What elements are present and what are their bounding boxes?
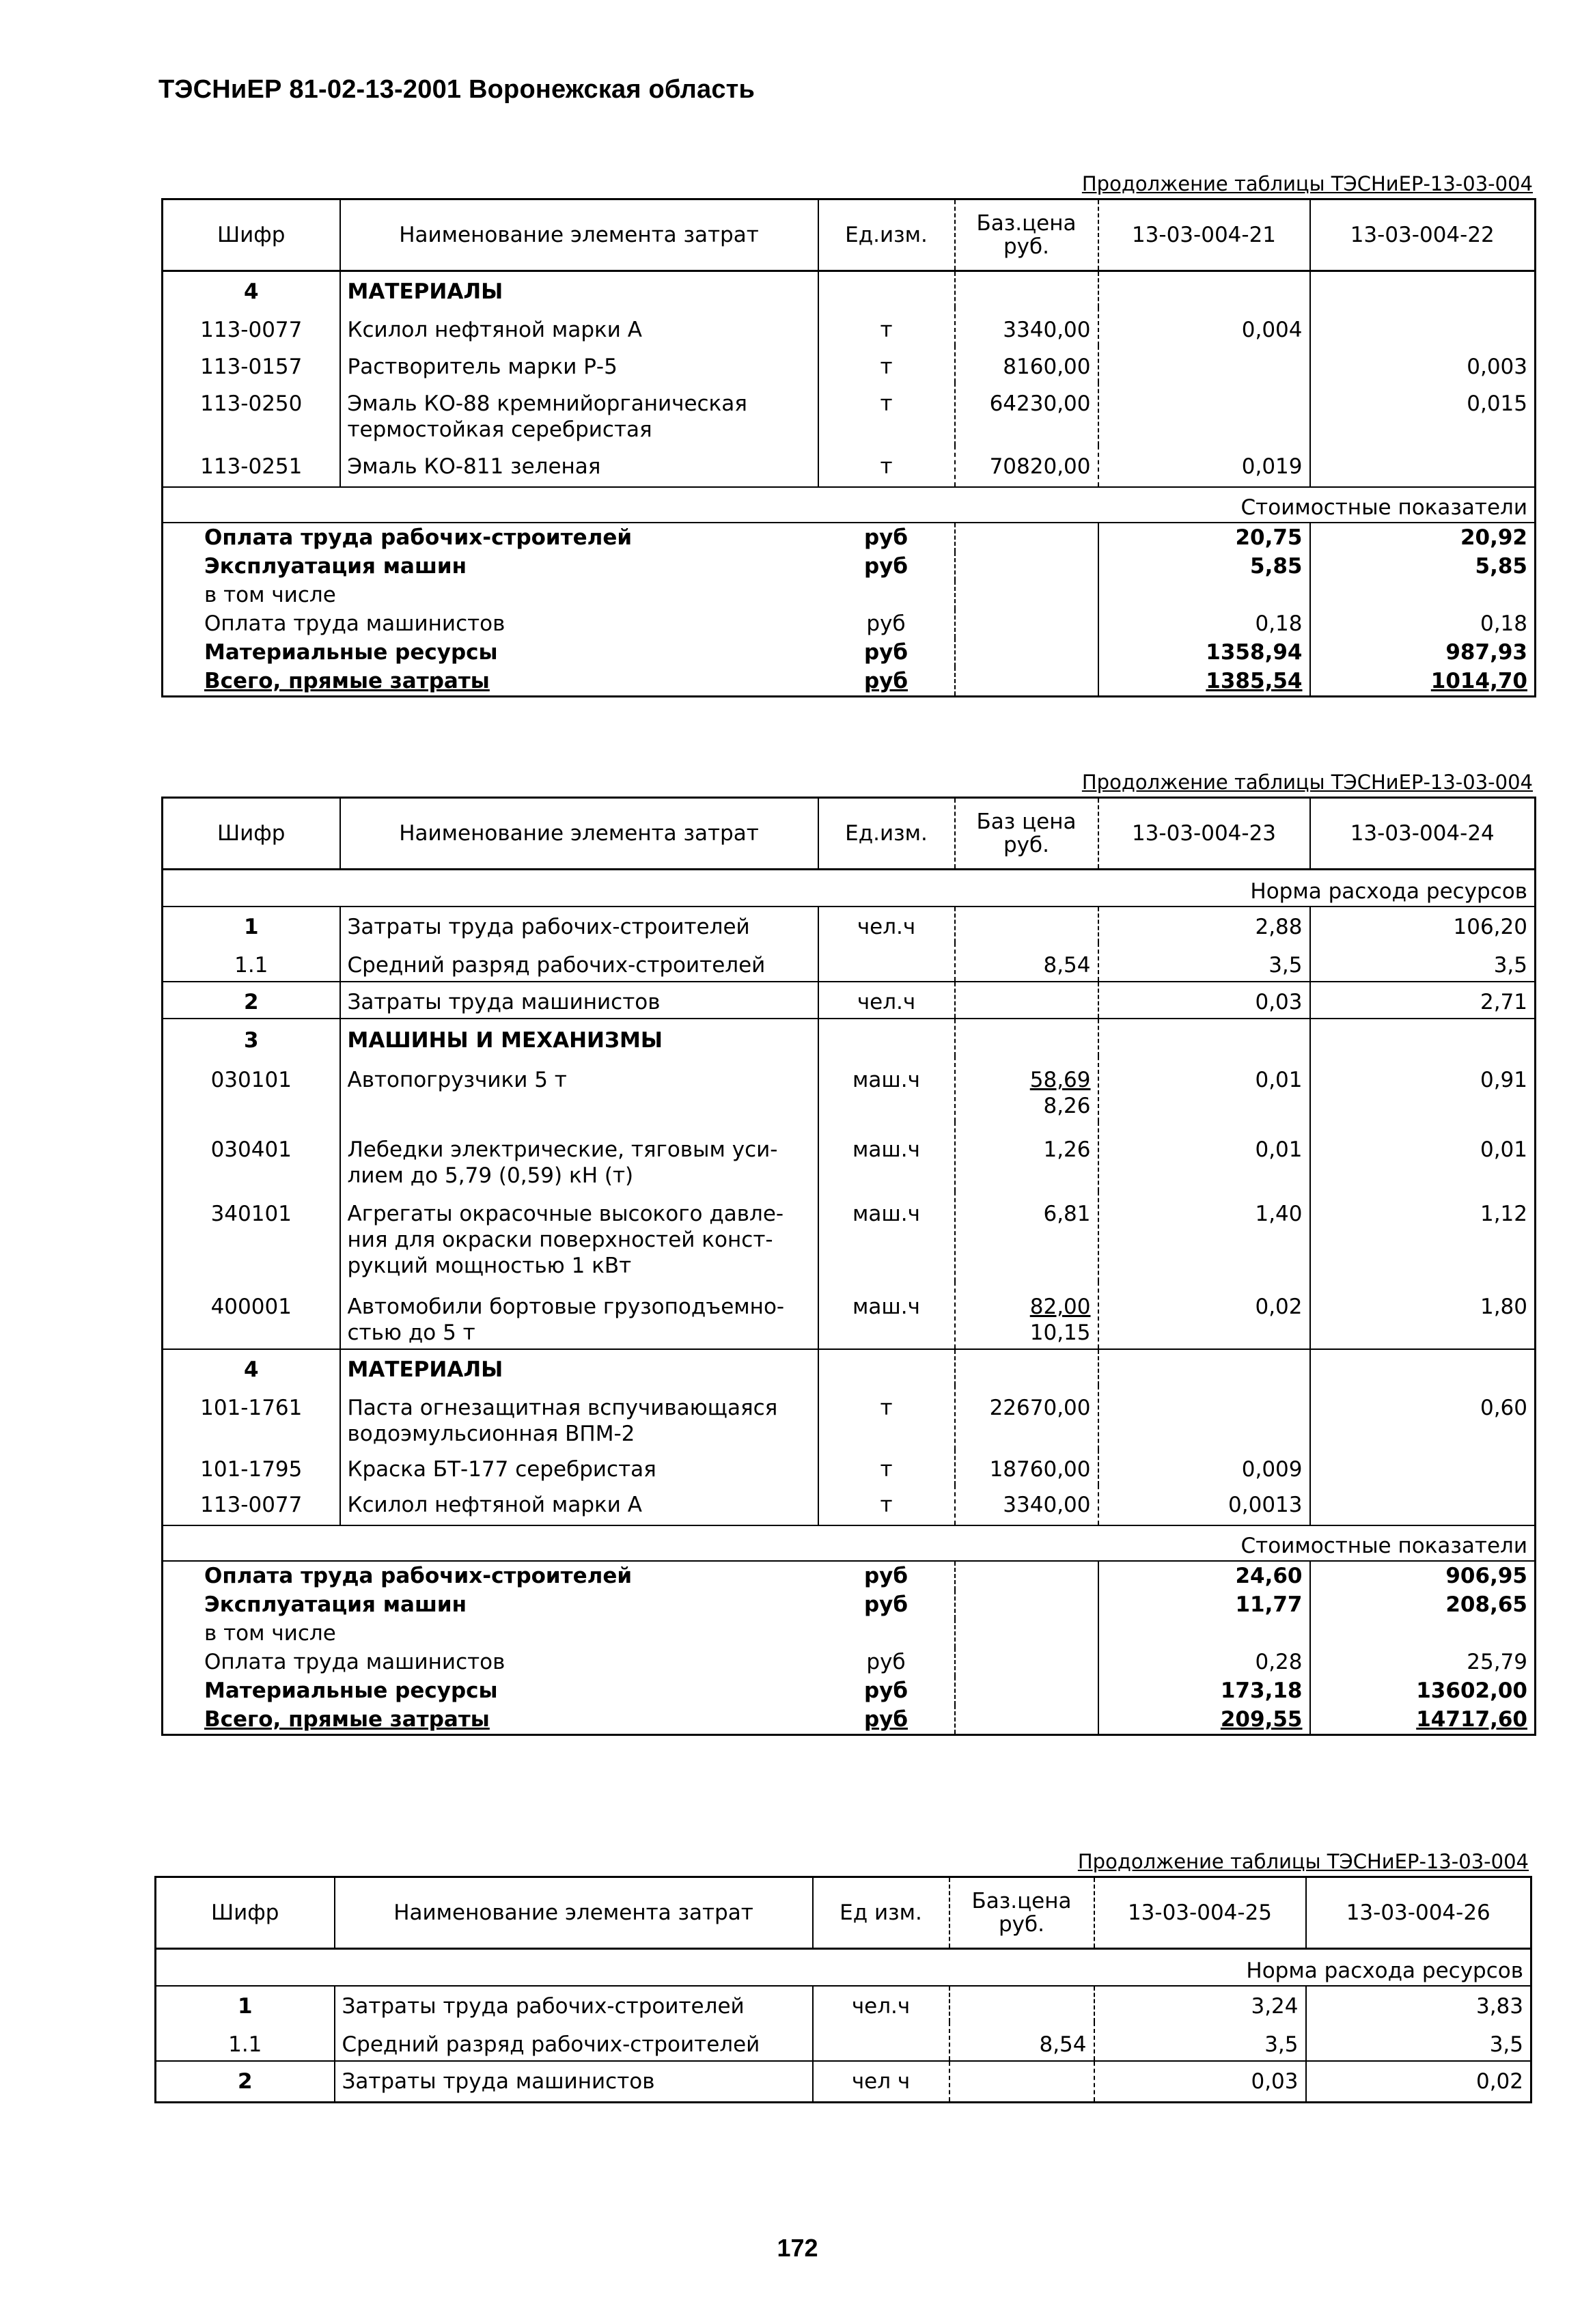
table1-continuation: Продолжение таблицы ТЭСНиЕР-13-03-004 [1081,172,1533,195]
table3 [154,1876,1532,2103]
header-unit: Ед.изм. [818,199,955,271]
totals-row: Всего, прямые затраты руб 209,55 14717,60 [163,1705,1536,1735]
table-row: 113-0077 Ксилол нефтяной марки А т 3340,00 0,0013 [163,1485,1536,1525]
cost-label-row: Стоимостные показатели [163,487,1536,523]
section-row-machines: 3 МАШИНЫ И МЕХАНИЗМЫ [163,1019,1536,1056]
table-row: 101-1795 Краска БТ-177 серебристая т 18760,00 0,009 [163,1450,1536,1485]
table-row: 113-0157 Растворитель марки Р-5 т 8160,00 0,003 [163,346,1536,383]
norm-label-row: Норма расхода ресурсов [1246,1959,1523,1983]
table-row: 1.1 Средний разряд рабочих-строителей 8,54 3,5 3,5 [163,943,1536,982]
header-col-b: 13-03-004-22 [1310,199,1536,271]
table2-block [161,766,1534,1832]
totals-row: Оплата труда рабочих-строителей руб 24,60 906,95 [163,1561,1536,1590]
totals-row: Оплата труда рабочих-строителей руб 20,75 20,92 [163,523,1536,552]
table-row: 2 Затраты труда машинистов чел ч 0,03 0,02 [156,2061,1531,2103]
table-row: 113-0077 Ксилол нефтяной марки А т 3340,00 0,004 [163,307,1536,346]
table-row: 4 МАТЕРИАЛЫ [163,271,1536,308]
table-row: 1 Затраты труда рабочих-строителей чел.ч 3,24 3,83 [156,1986,1531,2022]
totals-row: Эксплуатация машин руб 11,77 208,65 [163,1590,1536,1619]
table-row: 113-0250 Эмаль КО-88 кремнийорганическая термостойкая серебристая т 64230,00 0,015 [163,383,1536,445]
table2-continuation: Продолжение таблицы ТЭСНиЕР-13-03-004 [1081,771,1533,794]
totals-row: Материальные ресурсы руб 173,18 13602,00 [163,1676,1536,1705]
document-title: ТЭСНиЕР 81-02-13-2001 Воронежская область [158,75,755,104]
table3-header-row: Шифр Наименование элемента затрат Ед изм. Баз.цена руб. 13-03-004-25 13-03-004-26 [156,1877,1531,1949]
table-row: 400001 Автомобили бортовые грузоподъемно- стью до 5 т маш.ч 82,00 10,15 0,02 1,80 [163,1282,1536,1349]
table-row: 030101 Автопогрузчики 5 т маш.ч 58,69 8,26 0,01 0,91 [163,1056,1536,1122]
table-row: 101-1761 Паста огнезащитная вспучивающаяся водоэмульсионная ВПМ-2 т 22670,00 0,60 [163,1385,1536,1450]
header-code: Шифр [163,199,340,271]
table-row: 113-0251 Эмаль КО-811 зеленая т 70820,00 0,019 [163,445,1536,487]
table3-block [154,1846,1530,2133]
totals-row: Всего, прямые затраты руб 1385,54 1014,70 [163,667,1536,697]
table-row: 1.1 Средний разряд рабочих-строителей 8,54 3,5 3,5 [156,2022,1531,2061]
totals-row: в том числе [163,1619,1536,1648]
table1 [161,198,1536,697]
header-name: Наименование элемента затрат [340,199,818,271]
table3-continuation: Продолжение таблицы ТЭСНиЕР-13-03-004 [1077,1850,1529,1873]
section-row-materials: 4 МАТЕРИАЛЫ [163,1349,1536,1385]
totals-row: Материальные ресурсы руб 1358,94 987,93 [163,638,1536,667]
table-row: 2 Затраты труда машинистов чел.ч 0,03 2,71 [163,982,1536,1019]
page-number: 172 [777,2234,818,2262]
table-row: 340101 Агрегаты окрасочные высокого давле- ния для окраски поверхностей конст- рукций мощностью 1 кВт маш.ч 6,81 1,40 1,12 [163,1191,1536,1282]
norm-label-row: Норма расхода ресурсов [1250,879,1527,904]
table2 [161,797,1536,1736]
totals-row: в том числе [163,581,1536,609]
cost-label-row: Стоимостные показатели [163,1525,1536,1561]
table1-block [161,168,1534,756]
table-row: 030401 Лебедки электрические, тяговым уси- лием до 5,79 (0,59) кН (т) маш.ч 1,26 0,01 0,01 [163,1122,1536,1191]
totals-row: Оплата труда машинистов руб 0,18 0,18 [163,609,1536,638]
table2-header-row: Шифр Наименование элемента затрат Ед.изм. Баз цена руб. 13-03-004-23 13-03-004-24 [163,798,1536,870]
header-col-a: 13-03-004-21 [1098,199,1310,271]
totals-row: Оплата труда машинистов руб 0,28 25,79 [163,1648,1536,1676]
table1-header-row [163,199,1536,271]
totals-row: Эксплуатация машин руб 5,85 5,85 [163,552,1536,581]
table-row: 1 Затраты труда рабочих-строителей чел.ч 2,88 106,20 [163,907,1536,943]
header-price: Баз.цена руб. [955,199,1098,271]
